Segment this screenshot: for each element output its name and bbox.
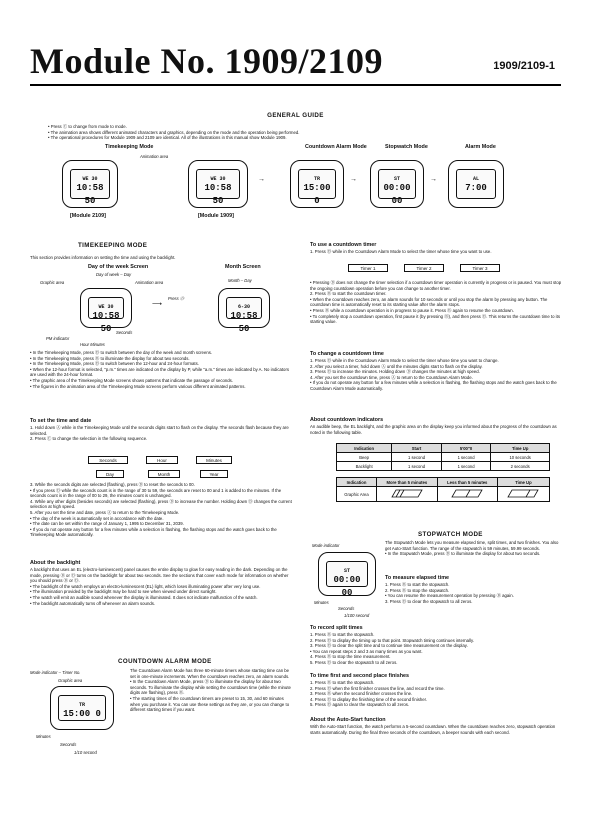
watch-stopwatch: ST 00:00 00 (370, 160, 424, 208)
finish-steps: 1. Press Ⓑ to start the stopwatch. 2. Press Ⓓ when the first finisher crosses the line, and record the time. 3. Press Ⓑ when the second finisher crosses the line. 4. Press Ⓓ to display the finishing time of the second finisher. 5. Press Ⓓ again to clear the stopwatch to all zeros. (310, 680, 445, 708)
graphic-area-full-icon (390, 489, 424, 498)
seq-seconds: Seconds (88, 456, 128, 464)
pm-indicator-label: PM indicator (46, 336, 70, 341)
module-2109-label: [Module 2109] (70, 213, 106, 219)
stopwatch-mode-indicator-label: Mode indicator (312, 543, 340, 548)
graphic-area-partial-icon (450, 489, 484, 498)
watch-module-1909: WE 30 10:58 50 (188, 160, 248, 208)
general-line: • The operational procedures for Module 1909 and 2109 are identical. All of the illustrations in this manual show Module 1909. (48, 135, 287, 141)
arrow-right-icon: → (258, 176, 265, 183)
watch-month-screen: 6-30 10:58 50 (218, 288, 270, 328)
table-row: Graphic Area (337, 487, 550, 502)
seq-year: Year (200, 470, 228, 478)
split-steps: 1. Press Ⓑ to start the stopwatch. 2. Press Ⓓ to display the timing up to that point. Stopwatch timing continues internally. 3. Press Ⓓ to clear the split time and to continue time measurement on the display. • You can repeat steps 2 and 3 as many times as you want. 4. Press Ⓑ to stop the time measurement. 5. Press Ⓓ to clear the stopwatch to all zeros. (310, 632, 475, 665)
arrow-right-icon: → (350, 176, 357, 183)
backlight-heading: About the backlight (30, 560, 81, 566)
timekeeping-bullets: • In the Timekeeping Mode, press Ⓓ to switch between the day of the week and month screens. • In the Timekeeping Mode, press Ⓑ to illuminate the display for about two seconds. • In the Timekeeping Mode, press Ⓓ to switch between the 12-hour and 24-hour formats. • When the 12-hour format is selected, "p.m." times are indicated on the display by P, while "a.m." times are indicated by A. No indicators are used with the 24-hour format. • The graphic area of the Timekeeping Mode screens shows patterns that indicate the passage of seconds. • The figures in the animation area of the Timekeeping Mode screens perform various different animated patterns. (30, 350, 290, 389)
seconds-label: Seconds (116, 330, 133, 335)
use-countdown-heading: To use a countdown timer (310, 242, 377, 248)
label-timekeeping-mode: Timekeeping Mode (105, 144, 154, 150)
table-row: Beep 1 second 1 second 10 seconds (337, 453, 550, 462)
timer-1-box: Timer 1 (348, 264, 388, 272)
label-stopwatch-mode: Stopwatch Mode (385, 144, 428, 150)
watch-module-2109: WE 30 10:58 50 (62, 160, 118, 208)
stopwatch-hundredth-label: 1/100 second (344, 613, 370, 618)
stopwatch-intro: The Stopwatch Mode lets you measure elapsed time, split times, and two finishes. You also get Auto-Start function. The range of the stopwatch is 59 minutes, 59.99 seconds. • In the Stopwatch Mode, press Ⓓ to illuminate the display for about two seconds. (385, 540, 559, 557)
set-time-steps-2: 3. While the seconds digits are selected (flashing), press Ⓓ to reset the seconds to 00. • If you press Ⓓ while the seconds count is in the range of 30 to 59, the seconds are reset to 00 and 1 is added to the minutes. If the seconds count is in the range of 00 to 29, the minutes count is unchanged. 4. While any other digits (besides seconds) are selected (flashing), press Ⓓ to increase the number. Holding down Ⓓ changes the current selection at high speed. 5. After you set the time and date, press Ⓐ to return to the Timekeeping Mode. • The day of the week is automatically set in accordance with the date. • The date can be set within the range of January 1, 1995 to December 31, 2039. • If you do not operate any button for a few minutes while a selection is flashing, the flashing stops and the watch goes back to the Timekeeping Mode automatically. (30, 482, 292, 538)
arrow-right-icon: → (430, 176, 437, 183)
elapsed-heading: To measure elapsed time (385, 575, 450, 581)
animation-area-label: Animation area (135, 280, 164, 285)
watch-countdown-detail: TR 15:00 0 (50, 686, 114, 730)
general-line: • The animation area shows different animated characters and graphics, depending on the mode and the operation being performed. (48, 129, 300, 135)
graphic-area-label: Graphic area (40, 280, 65, 285)
seq-minutes: Minutes (196, 456, 232, 464)
arrow-right-icon: ⟶ (152, 301, 163, 308)
graphic-area-table: Indication More than 5 minutes Less than 5 minutes Time Up Graphic Area (336, 477, 550, 502)
general-guide-text (48, 124, 548, 141)
timekeeping-heading: TIMEKEEPING MODE (78, 242, 148, 249)
autostart-text: With the Auto-Start function, the watch performs a 5-second countdown. When the countdown reaches zero, stopwatch operation starts automatically. During the final three seconds of the countdown, a beeper sounds with each second. (310, 724, 556, 735)
month-sub-label: Month – Day (228, 278, 252, 283)
watch-alarm: AL 7:00 (448, 160, 504, 208)
backlight-text: A backlight that uses an EL (electro-luminescent) panel causes the entire display to glow for easy reading in the dark. Depending on the mode, pressing Ⓑ or Ⓓ turns on the backlight for about two seconds. See the sections that cover each mode for information on whether you should press Ⓑ or Ⓓ. • The backlight of the watch employs an electro-luminescent (EL) light, which loses illuminating power after very long use. • The illumination provided by the backlight may be hard to see when viewed under direct sunlight. • The watch will emit an audible sound whenever the display is illuminated. It does not indicate malfunction of the watch. • The backlight automatically turns off whenever an alarm sounds. (30, 567, 289, 606)
timekeeping-intro: This section provides information on setting the time and using the backlight. (30, 255, 176, 260)
table-row: Backlight 1 second 1 second 2 seconds (337, 462, 550, 471)
label-alarm-mode: Alarm Mode (465, 144, 496, 150)
month-screen-label: Month Screen (225, 264, 261, 270)
stopwatch-heading: STOPWATCH MODE (418, 531, 483, 538)
watch-stopwatch-detail: ST 00:00 00 (318, 552, 376, 596)
countdown-tenth-label: 1/10 second (74, 750, 97, 755)
use-countdown-step-1: 1. Press Ⓓ while in the Countdown Alarm Mode to select the timer whose time you want to use. (310, 249, 492, 254)
finish-heading: To time first and second place finishes (310, 673, 410, 679)
graphic-area-empty-icon (506, 489, 540, 498)
countdown-seconds-label: Seconds (60, 742, 77, 747)
stopwatch-seconds-label: Seconds (338, 606, 355, 611)
document-code: 1909/2109-1 (493, 60, 555, 72)
indicators-heading: About countdown indicators (310, 417, 384, 423)
seq-day: Day (96, 470, 124, 478)
countdown-graphic-area-label: Graphic area (58, 678, 83, 683)
seq-month: Month (148, 470, 180, 478)
set-time-heading: To set the time and date (30, 418, 92, 424)
change-countdown-steps: 1. Press Ⓓ while in the Countdown Alarm Mode to select the timer whose time you want to change. 2. After you select a timer, hold down Ⓐ until the minutes digits start to flash on the display. 3. Press Ⓓ to increase the minutes. Holding down Ⓓ changes the minutes at high speed. 4. After you set the countdown time, press Ⓐ to return to the Countdown Alarm Mode. • If you do not operate any button for a few minutes while a selection is flashing, the flashing stops and the watch goes back to the Countdown Alarm Mode automatically. (310, 358, 557, 391)
elapsed-steps: 1. Press Ⓑ to start the stopwatch. 2. Press Ⓑ to stop the stopwatch. • You can resume the measurement operation by pressing Ⓑ again. 3. Press Ⓓ to clear the stopwatch to all zeros. (385, 582, 514, 604)
module-1909-label: [Module 1909] (198, 213, 234, 219)
hour-minutes-label: Hour Minutes (80, 342, 105, 347)
countdown-indicator-table: Indication Start 5'00"0 Time Up Beep 1 second 1 second 10 seconds Backlight 1 second 1 second 2 seconds (336, 443, 550, 471)
general-line: • Press Ⓒ to change from mode to mode. (48, 124, 127, 129)
dow-screen-label: Day of the week Screen (88, 264, 149, 270)
general-guide-heading: GENERAL GUIDE (267, 112, 324, 119)
change-countdown-heading: To change a countdown time (310, 351, 384, 357)
animation-area-label: Animation area (140, 154, 169, 159)
countdown-minutes-label: Minutes (36, 734, 51, 739)
stopwatch-minutes-label: Minutes (314, 600, 329, 605)
timer-2-box: Timer 2 (404, 264, 444, 272)
watch-day-screen: WE 30 10:58 50 (80, 288, 132, 328)
watch-countdown: TR 15:00 0 (290, 160, 344, 208)
split-heading: To record split times (310, 625, 363, 631)
page-title: Module No. 1909/2109 (30, 41, 384, 81)
dow-sub-label: Day of week – Day (96, 272, 132, 277)
timer-3-box: Timer 3 (460, 264, 500, 272)
autostart-heading: About the Auto-Start function (310, 717, 386, 723)
indicators-text: An audible beep, the EL backlight, and the graphic area on the display keep you informed about the progress of the countdown as noted in the following table. (310, 424, 557, 435)
countdown-mode-indicator-label: Mode indicator – Timer No. (30, 670, 81, 675)
countdown-heading: COUNTDOWN ALARM MODE (118, 658, 212, 665)
use-countdown-rest: • Pressing Ⓓ does not change the timer selection if a countdown timer operation is currently in progress or is paused. You must stop the ongoing countdown operation before you can change to another timer. 2. Press Ⓑ to start the countdown timer. • When the countdown reaches zero, an alarm sounds for 10 seconds or until you stop the alarm by pressing any button. The countdown time is automatically reset to its starting value after the alarm stops. • Press Ⓑ while a countdown operation is in progress to pause it. Press Ⓑ again to resume the countdown. • To completely stop a countdown operation, first pause it (by pressing Ⓑ), and then press Ⓓ. This returns the countdown time to its starting value. (310, 280, 562, 325)
label-countdown-alarm-mode: Countdown Alarm Mode (305, 144, 367, 150)
set-time-steps: 1. Hold down Ⓐ while in the Timekeeping Mode until the seconds digits start to flash on the display. The seconds flash because they are selected. 2. Press Ⓒ to change the selection in the following sequence. (30, 425, 289, 442)
title-rule (30, 84, 561, 86)
countdown-intro: The Countdown Alarm Mode has three 60-minute timers whose starting time can be set in one-minute increments. When the countdown reaches zero, an alarm sounds. • In the Countdown Alarm Mode, press Ⓓ to illuminate the display for about two seconds. To illuminate the display while setting the countdown time (while the minute digits are flashing), press Ⓑ. • The starting times of the countdown timers are preset to 15, 30, and 60 minutes when you purchase it. You can use these settings as they are, or you can change to different starting times if you want. (130, 668, 291, 713)
seq-hour: Hour (146, 456, 178, 464)
press-d-label: Press Ⓓ (168, 296, 185, 301)
